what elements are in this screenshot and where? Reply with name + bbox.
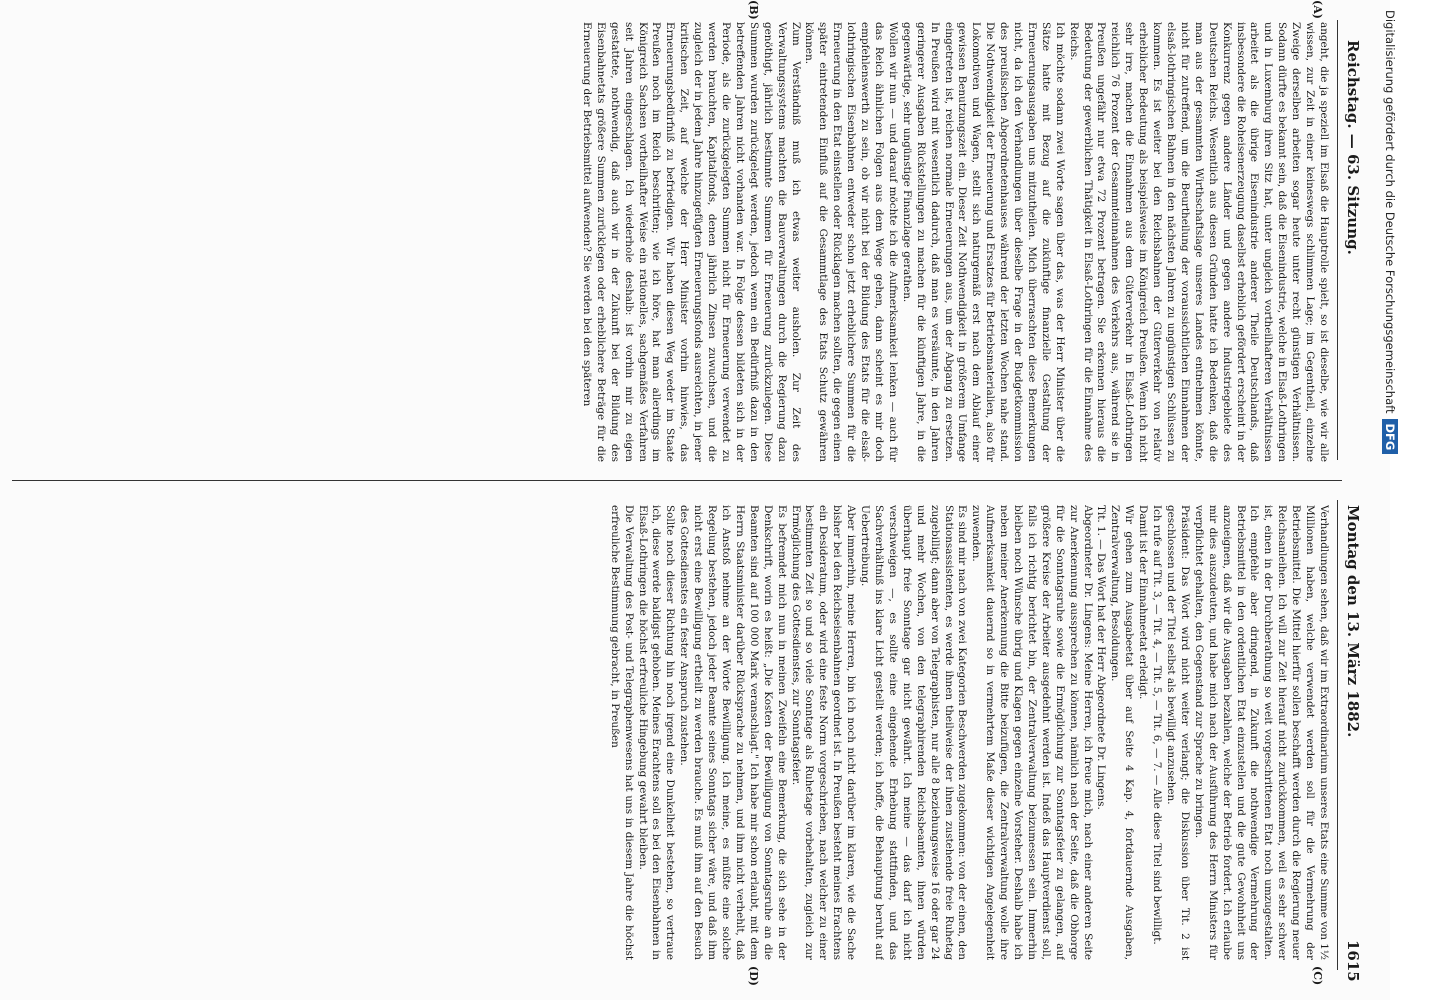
digitization-credit xyxy=(1364,10,1398,990)
running-header-date: Montag den 13. März 1882. xyxy=(1344,505,1362,738)
header-rule-right xyxy=(1337,500,1338,970)
dfg-logo: DFG xyxy=(1382,419,1398,454)
text-column-left: angeht, die ja speziell im Elsaß die Hauptrolle spielt, so ist dieselbe, wie wir alle wissen, zur Zeit in einer keineswegs schlimmen Lage; im Gegentheil, einzelne Zweige derselben arbeiten sogar heute unter recht günstigen Verhältnissen. Sodann dürfte es bekannt sein, daß die Eisenindustrie, welche in Elsaß-Lothringen und in Luxemburg ihren Sitz hat, unter ungleich vortheilhafteren Verhältnissen arbeitet als die übrige Eisenindustrie anderer Theile Deutschlands, daß insbesondere die Roheisenerzeugung daselbst erheblich gefördert erscheint in der Konkurrenz gegen andere Länder und gegen andere Industriegebiete des Deutschen Reichs. Wesentlich aus diesen Gründen hatte ich Bedenken, daß die man aus der gesammten Wirthschaftslage unseres Landes entnehmen könnte, nicht für zutreffend, um die Beurtheilung der voraussichtlichen Einnahmen der elsaß-lothringischen Bahnen in den nächsten Jahren zu ungünstigen Schlüssen zu kommen. Es ist weiter bei den Reichsbahnen der Güterverkehr von relativ erheblicher Bedeutung als beispielsweise im Königreich Preußen. Wenn ich nicht sehr irre, machen die Einnahmen aus dem Güterverkehr in Elsaß-Lothringen reichlich 76 Prozent der Gesammteinnahmen des Verkehrs aus, während sie in Preußen ungefähr nur etwa 72 Prozent betragen. Sie erkennen hieraus die Bedeutung der gewerblichen Thätigkeit in Elsaß-Lothringen für die Einnahme des Reichs. Ich möchte sodann zwei Worte sagen über das, was der Herr Minister über die Sätze hatte mit Bezug auf die zukünftige finanzielle Gestaltung der Erneuerungsausgaben uns mitzutheilen. Mich überraschten diese Bemerkungen nicht, da ich den Verhandlungen über dieselbe Frage in der Budgetkommission des preußischen Abgeordnetenhauses während der letzten Wochen nahe stand. Die Nothwendigkeit der Erneuerung und Ersatzes für Betriebsmaterialien, also für Lokomotiven und Wagen, stellt sich naturgemäß erst nach dem Ablauf einer gewissen Benutzungszeit ein. Dieser Zeit Nothwendigkeit in größerem Umfange eingetreten ist, reichen normale Erneuerungen aus, um der Abgang zu ersetzen. In Preußen wird mit wesentlich dadurch, daß man es versäumte, in den Jahren geringerer Ausgaben Rückstellungen zu machen für die künftigen Jahre, in die gegenwärtige, sehr ungünstige Finanzlage gerathen. Wollen wir nun — und darauf möchte ich die Aufmerksamkeit lenken — auch für das Reich ähnlichen Folgen aus dem Wege gehen, dann scheint es mir doch empfehlenswerth zu sein, ob wir nicht bei der Bildung des Etats für die elsaß-lothringischen Eisenbahnen entweder schon jetzt erheblichere Summen für die Erneuerung in den Etat einstellen oder Rücklagen machen sollten, die gegen einen später eintretenden Einfluß auf die Gesammtlage des Etats Schutz gewähren können. Zum Verständniß muß ich etwas weiter ausholen. Zur Zeit des Verwaltungssystems machten die Bauverwaltungen durch die Regierung dazu genöthigt, jährlich bestimmte Summen für Erneuerung zurückzulegen. Diese Summen wurden zurückgelegt werden, jedoch wenn ein Bedürfniß dazu in den betreffenden Jahren nicht vorhanden war. In Folge dessen bildeten sich in der Periode, als die zurückgelegten Summen nicht für Erneuerung verwendet zu werden brauchten, Kapitalfonds, denen jährlich Zinsen zuwuchsen, und die zugleich der in jedem Jahre hinzugefügten Erneuerungsfonds ausreichten, in jener kritischen Zeit, auf welche der Herr Minister vorhin hinwies, das Erneuerungsbedürfniß zu befriedigen. Wir haben diesen Weg weder im Staate Preußen noch im Reich beschritten; wie ich höre, hat man allerdings im Königreich Sachsen vortheilhafter Weise ein rationelles, sachgemäßes Verfahren seit Jahren eingeschlagen. Ich wiederhole deshalb: ist vorhin mir zu eigen gestattete, nothwendig, daß auch wir in der Zukunft bei der Bildung des Eisenbahnetats größere Summen zurücklegen oder erheblichere Beträge für die Erneuerung der Betriebsmittel aufwenden? Sie werden bei den späteren xyxy=(580,22,1330,462)
credit-text: Digitalisierung gefördert durch die Deutsche Forschungsgemeinschaft xyxy=(1383,10,1397,414)
column-divider xyxy=(12,480,1342,481)
margin-marker-c: (C) xyxy=(1311,966,1324,986)
text-column-right: Verhandlungen sehen, daß wir im Extraordinarium unseres Etats eine Summe von 1½ Millionen haben, welche verwendet werden soll für die Vermehrung der Betriebsmittel. Die Mittel hierfür sollen beschafft werden durch die Regierung neuer Reichsanleihen. Ich will zur Zeit hierauf nicht zurückkommen, weil es sehr schwer ist, einen in der Durchberathung so weit vorgeschrittenen Etat noch umzugestalten. Ich empfehle aber dringend, in Zukunft die nothwendige Vermehrung der Betriebsmittel in den ordentlichen Etat einzustellen und die gute Gewohnheit uns anzueignen, daß wir die Ausgaben bezahlen, welche der Betrieb fordert. Ich erlaube mir dies auszudeuten, und habe mich nach der Ausführung des Herrn Ministers für verpflichtet gehalten, den Gegenstand zur Sprache zu bringen. Präsident: Das Wort wird nicht weiter verlangt; die Diskussion über Tit. 2 ist geschlossen und der Titel selbst als bewilligt anzusehen. Ich rufe auf Tit. 3, — Tit. 4, — Tit. 5, — Tit. 6, — 7. — Alle diese Titel sind bewilligt. Damit ist der Einnahmeetat erledigt. Wir gehen zum Ausgabeetat über auf Seite 4 Kap. 4, fortdauernde Ausgaben, Zentralverwaltung, Besoldungen. Tit. 1. — Das Wort hat der Herr Abgeordnete Dr. Lingens. Abgeordneter Dr. Lingens: Meine Herren, ich freue mich, nach einer anderen Seite zur Anerkennung aussprechen zu können, nämlich nach der Seite, daß die Obhorge für die Sonntagsruhe sowie die Ermöglichung zur Sonntagsfeier zu gelangen, auf größere Kreise der Arbeiter ausgedehnt werden ist. Indeß das Hauptverdienst soll, falls ich richtig berichtet bin, der Zentralverwaltung beizumessen sein. Immerhin bleiben noch Wünsche übrig und Klagen gegen einzelne Vorsteher. Deshalb habe ich neben meiner Anerkennung die Bitte beizufügen, die Zentralverwaltung wolle ihre Aufmerksamkeit dauernd so in vermehrtem Maße dieser wichtigen Angelegenheit zuwenden. Es sind mir nach von zwei Kategorien Beschwerden zugekommen: von der einen, den Stationsassistenten, es werde ihnen theilweise der ihnen zustehende freie Ruhetag zugebilligt; dann aber von Telegraphisten, nur alle 8 beziehungsweise 16 oder gar 24 und mehr Wochen, von den telegraphirenden Reichsbeamten, ihnen würden überhaupt freie Sonntage gar nicht gewährt. Ich meine — das darf ich nicht verschweigen —, es sollte eine eingehende Erhebung stattfinden, und das Sachverhältniß ins klare Licht gestellt werden; ich hoffe, die Behauptung beruht auf Uebertreibung. Aber immerhin, meine Herren, bin ich noch nicht darüber im klaren, wie die Sache bisher bei den Reichseisenbahnen geordnet ist. In Preußen besteht meines Erachtens ein Desideratum, oder wird eine feste Norm vorgeschrieben, nach welcher zu einer bestimmten Zeit so und so viele Sonntage als Ruhetage vorbehalten, zugleich zur Ermöglichung des Gottesdienstes, zur Sonntagsfeier. Es befremdet mich nun in meinen Zweifeln eine Bemerkung, die sich sehe in der Denkschrift, worin es heißt: „Die Kosten der Bewilligung von Sonntagsruhe an die Beamten sind auf 100 000 Mark veranschlagt." Ich habe mir schon erlaubt, mit dem Herrn Staatsminister darüber Rücksprache zu nehmen, und ihm nicht verhehlt, daß ich Anstoß nehme an der Worte Bewilligung. Ich meine, es müßte eine solche Regelung bestehen, jedoch jeder Beamte seines Sonntags sicher wäre, und daß ihm nicht erst eine Bewilligung ertheilt zu werden brauche. Es muß ihm auf den Besuch des Gottesdienstes ein fester Anspruch zustehen. Sollte noch dieser Richtung hin noch irgend eine Dunkelheit bestehen, so vertraue ich, diese werde baldigst gehoben. Meines Erachtens soll es bei den Eisenbahnen in Elsaß-Lothringen die höchst erfreuliche Hingebung gewahrt bleiben. Die Verwaltung des Post- und Telegraphenwesens hat uns in diesem Jahre die höchst erfreuliche Bestimmung gebracht, in Preußen xyxy=(608,505,1330,960)
margin-marker-d: (D) xyxy=(747,966,760,986)
header-rule-left xyxy=(1337,20,1338,460)
margin-marker-b: (B) xyxy=(747,0,760,20)
running-header-session: Reichstag. — 63. Sitzung. xyxy=(1344,40,1362,255)
page-number: 1615 xyxy=(1344,940,1362,982)
margin-marker-a: (A) xyxy=(1311,0,1324,19)
